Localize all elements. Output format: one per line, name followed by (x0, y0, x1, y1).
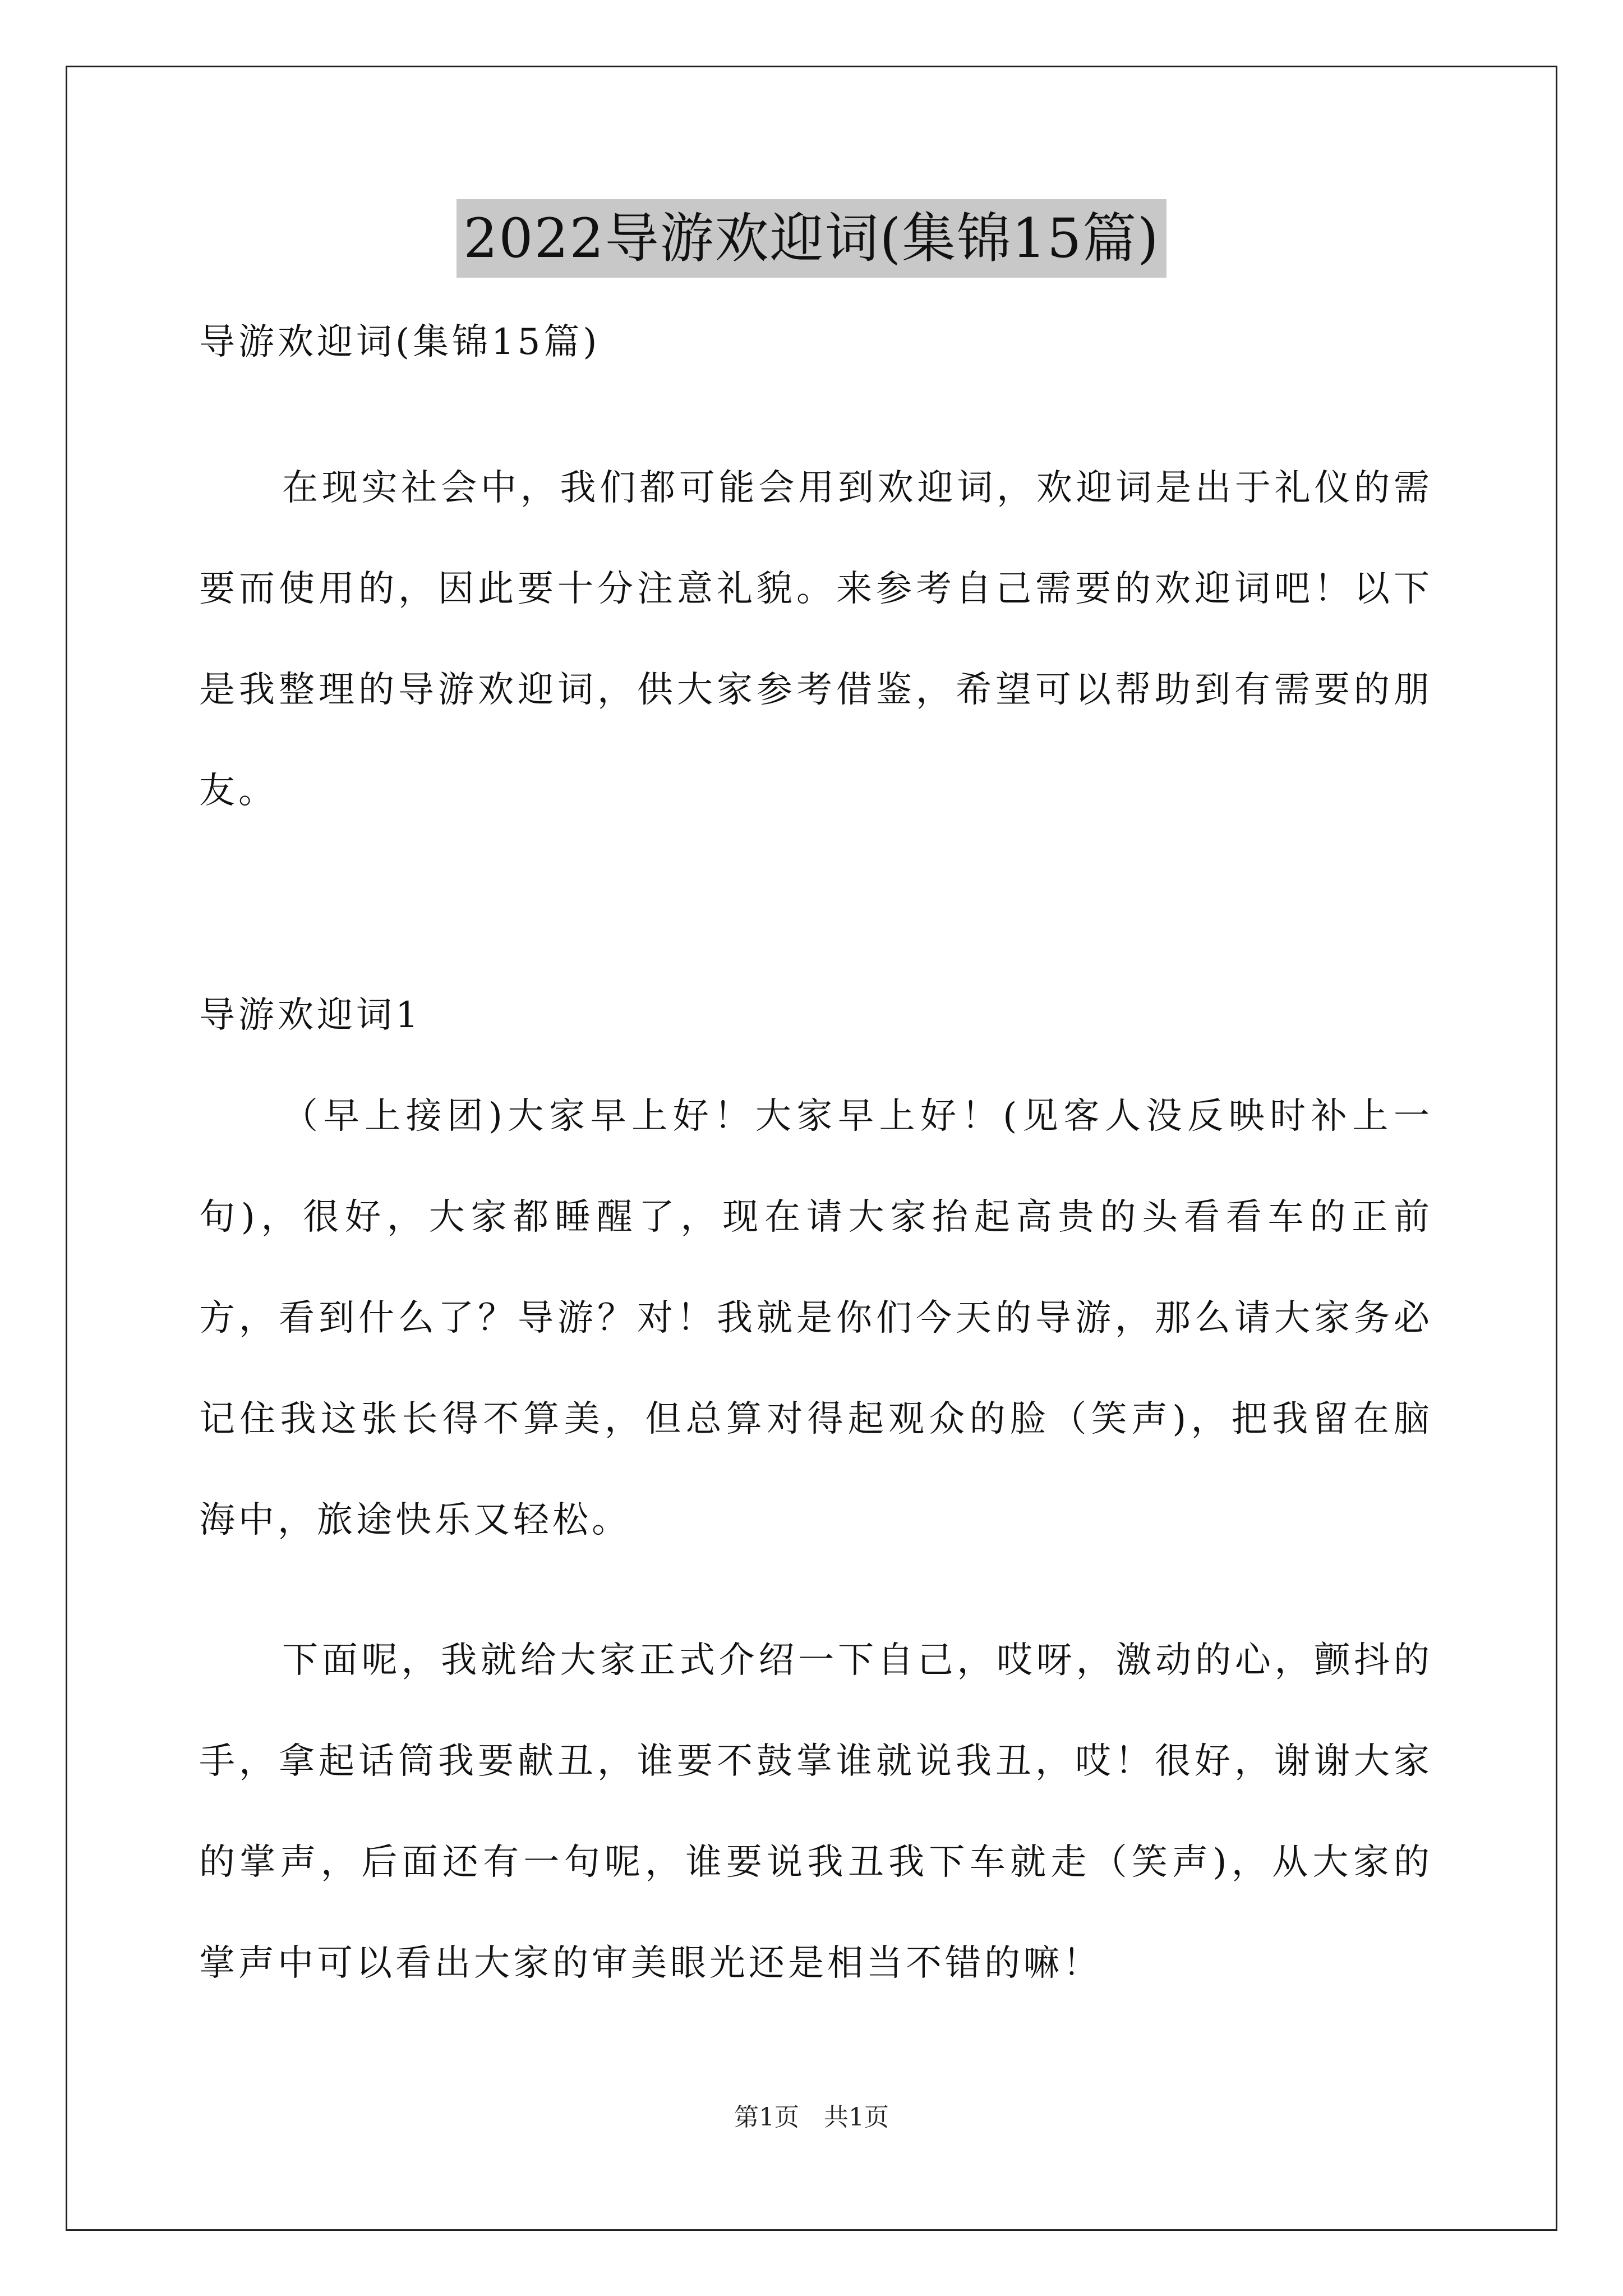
section-heading: 导游欢迎词1 (199, 995, 422, 1036)
document-title: 2022导游欢迎词(集锦15篇) (457, 199, 1166, 278)
section-paragraph-1: （早上接团)大家早上好！大家早上好！(见客人没反映时补上一句)，很好，大家都睡醒了，现在请大家抬起高贵的头看看车的正前方，看到什么了？导游？对！我就是你们今天的导游，那么请大家务必记住我这张长得不算美，但总算对得起观众的脸（笑声)，把我留在脑海中，旅途快乐又轻松。 (199, 1096, 1433, 1541)
intro-paragraph: 在现实社会中，我们都可能会用到欢迎词，欢迎词是出于礼仪的需要而使用的，因此要十分注意礼貌。来参考自己需要的欢迎词吧！以下是我整理的导游欢迎词，供大家参考借鉴，希望可以帮助到有需要的朋友。 (199, 467, 1433, 812)
section-paragraph-2: 下面呢，我就给大家正式介绍一下自己，哎呀，激动的心，颤抖的手，拿起话筒我要献丑，谁要不鼓掌谁就说我丑，哎！很好，谢谢大家的掌声，后面还有一句呢，谁要说我丑我下车就走（笑声)，从大家的掌声中可以看出大家的审美眼光还是相当不错的嘛！ (199, 1640, 1433, 1984)
document-subtitle: 导游欢迎词(集锦15篇) (199, 321, 601, 363)
page-footer: 第1页 共1页 (734, 2103, 889, 2132)
title-container (0, 199, 1623, 278)
